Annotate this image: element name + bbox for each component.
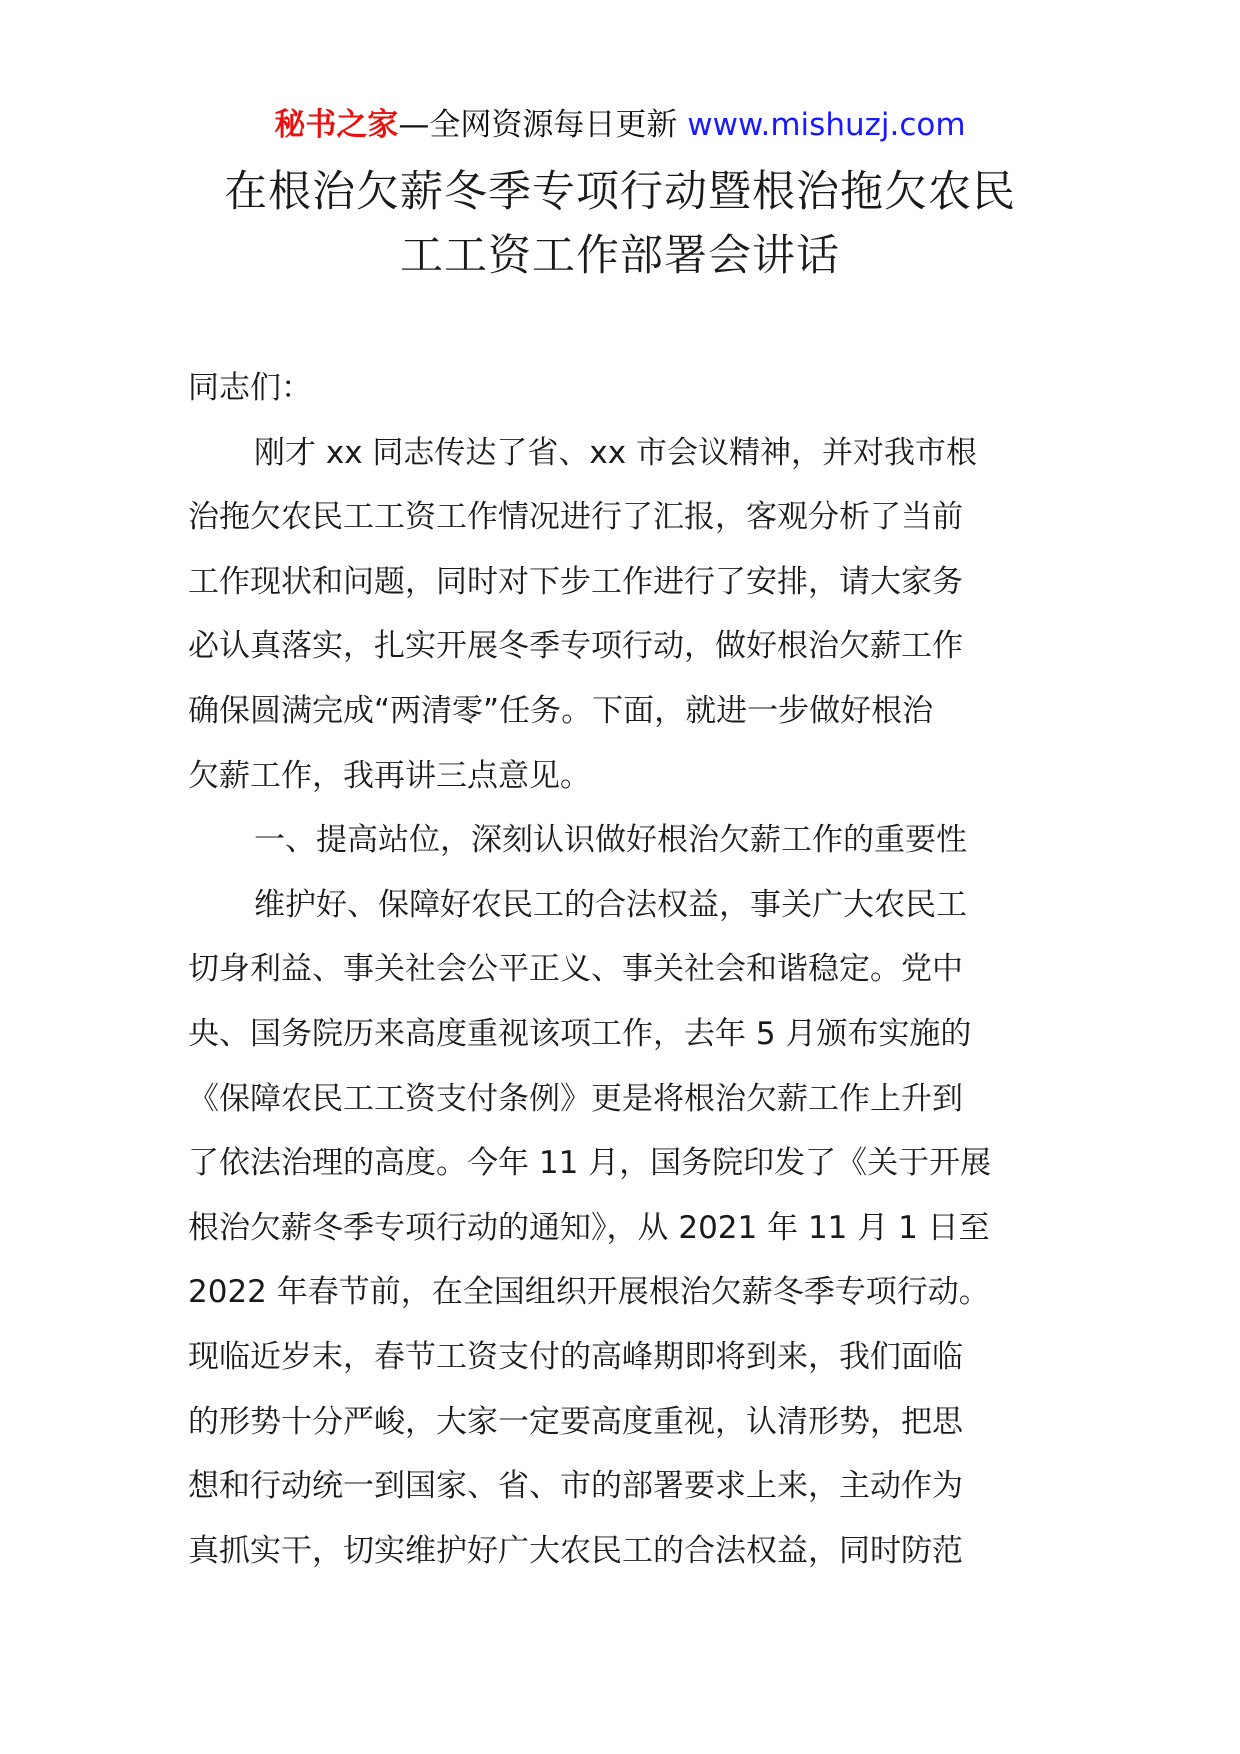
paragraph-line: 想和行动统一到国家、省、市的部署要求上来，主动作为 (188, 1468, 963, 1505)
site-header (0, 102, 1240, 148)
paragraph-line: 必认真落实，扎实开展冬季专项行动，做好根治欠薪工作 (188, 628, 963, 665)
paragraph-line: 确保圆满完成“两清零”任务。下面，就进一步做好根治 (188, 692, 934, 729)
paragraph-line: 维护好、保障好农民工的合法权益，事关广大农民工 (254, 886, 967, 923)
paragraph-line: 工作现状和问题，同时对下步工作进行了安排，请大家务 (188, 563, 963, 600)
paragraph-line: 欠薪工作，我再讲三点意见。 (188, 757, 591, 794)
paragraph-line: 了依法治理的高度。今年 11 月，国务院印发了《关于开展 (188, 1145, 992, 1182)
document-title (150, 160, 1090, 288)
salutation: 同志们： (188, 370, 312, 406)
paragraph-line: 2022 年春节前，在全国组织开展根治欠薪冬季专项行动。 (188, 1274, 990, 1311)
paragraph-line: 央、国务院历来高度重视该项工作，去年 5 月颁布实施的 (188, 1015, 972, 1052)
section-heading: 一、提高站位，深刻认识做好根治欠薪工作的重要性 (254, 822, 967, 859)
site-url-link[interactable]: www.mishuzj.com (687, 107, 966, 143)
paragraph-line: 真抓实干，切实维护好广大农民工的合法权益，同时防范 (188, 1532, 963, 1569)
paragraph-line: 治拖欠农民工工资工作情况进行了汇报，客观分析了当前 (188, 499, 963, 536)
paragraph-line: 现临近岁末，春节工资支付的高峰期即将到来，我们面临 (188, 1338, 963, 1375)
document-body (188, 356, 1058, 1583)
paragraph-line: 刚才 xx 同志传达了省、xx 市会议精神，并对我市根 (254, 434, 977, 471)
paragraph-line: 《保障农民工工资支付条例》更是将根治欠薪工作上升到 (188, 1080, 963, 1117)
title-line-1: 在根治欠薪冬季专项行动暨根治拖欠农民 (224, 167, 1016, 217)
paragraph-line: 切身利益、事关社会公平正义、事关社会和谐稳定。党中 (188, 951, 963, 988)
site-brand: 秘书之家 (274, 107, 399, 143)
site-tagline: —全网资源每日更新 (398, 107, 678, 143)
paragraph-line: 的形势十分严峻，大家一定要高度重视，认清形势，把思 (188, 1403, 963, 1440)
title-line-2: 工工资工作部署会讲话 (400, 231, 840, 281)
paragraph-line: 根治欠薪冬季专项行动的通知》，从 2021 年 11 月 1 日至 (188, 1209, 990, 1246)
